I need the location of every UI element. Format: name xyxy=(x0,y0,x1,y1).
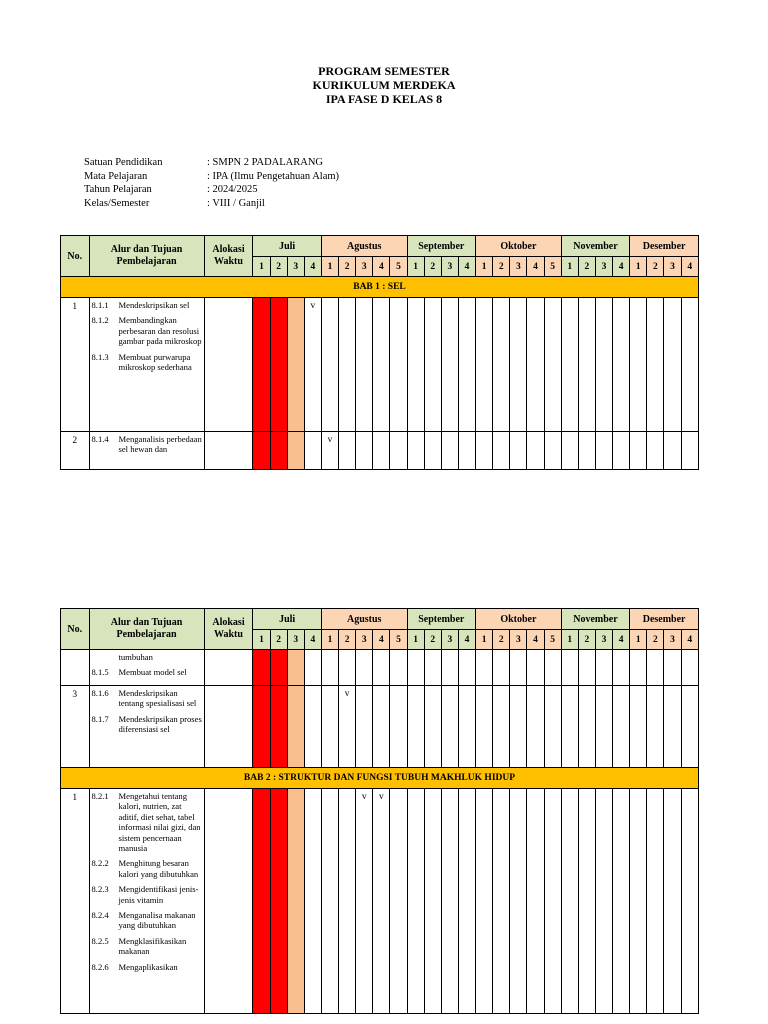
week-cell xyxy=(339,298,356,432)
week-header: 3 xyxy=(287,257,304,277)
chapter-row xyxy=(61,768,699,789)
title-line-3: IPA FASE D KELAS 8 xyxy=(325,92,443,106)
week-header: 1 xyxy=(321,630,338,650)
objective-text: Menganalisa makanan yang dibutuhkan xyxy=(118,910,196,931)
week-cell xyxy=(476,789,493,1014)
week-cell xyxy=(578,686,595,768)
week-header: 4 xyxy=(613,257,630,277)
objective-code: 8.2.4 xyxy=(91,910,109,921)
week-cell xyxy=(270,686,287,768)
objective-text: Mengklasifikasikan makanan xyxy=(118,935,187,957)
week-cell xyxy=(441,686,458,768)
month-header-desember: Desember xyxy=(630,236,699,257)
week-cell xyxy=(510,789,527,1014)
week-cell xyxy=(493,686,510,768)
month-header-desember: Desember xyxy=(630,609,699,630)
week-cell xyxy=(664,432,681,470)
week-cell xyxy=(424,789,441,1014)
month-header-september: September xyxy=(407,609,476,630)
week-cell xyxy=(595,298,612,432)
week-cell xyxy=(253,298,270,432)
column-header-atp: Alur dan Tujuan Pembelajaran xyxy=(89,609,204,650)
week-cell xyxy=(441,789,458,1014)
week-header: 3 xyxy=(441,257,458,277)
week-header: 3 xyxy=(595,630,612,650)
header-row-months xyxy=(61,609,699,630)
header-row-months xyxy=(61,236,699,257)
week-cell xyxy=(424,298,441,432)
week-cell xyxy=(476,298,493,432)
chapter-row xyxy=(61,277,699,298)
objective-code: 8.1.1 xyxy=(91,300,109,310)
week-cell xyxy=(424,432,441,470)
week-header: 4 xyxy=(458,630,475,650)
week-cell xyxy=(664,686,681,768)
week-cell xyxy=(390,686,407,768)
atp-cell xyxy=(89,298,204,432)
month-header-agustus: Agustus xyxy=(321,609,407,630)
week-cell xyxy=(510,686,527,768)
column-header-atp: Alur dan Tujuan Pembelajaran xyxy=(89,236,204,277)
week-cell xyxy=(356,650,373,686)
week-cell xyxy=(373,686,390,768)
week-header: 2 xyxy=(270,630,287,650)
week-cell xyxy=(390,650,407,686)
week-header: 2 xyxy=(647,257,664,277)
week-cell xyxy=(527,432,544,470)
week-cell xyxy=(373,650,390,686)
objective-code: 8.2.1 xyxy=(91,791,109,801)
table-row xyxy=(61,298,699,432)
info-value: : VIII / Ganjil xyxy=(207,197,265,209)
week-cell xyxy=(561,298,578,432)
week-cell xyxy=(664,789,681,1014)
week-header: 3 xyxy=(595,257,612,277)
week-cell xyxy=(407,298,424,432)
info-row xyxy=(84,197,339,211)
week-header: 4 xyxy=(613,630,630,650)
column-header-no: No. xyxy=(61,236,90,277)
week-cell xyxy=(578,432,595,470)
week-cell xyxy=(527,686,544,768)
week-cell xyxy=(544,686,561,768)
info-value: : IPA (Ilmu Pengetahuan Alam) xyxy=(207,170,340,182)
month-header-september: September xyxy=(407,236,476,257)
objective-text: tumbuhan xyxy=(118,652,153,662)
week-header: 4 xyxy=(304,257,321,277)
row-number: 3 xyxy=(61,686,90,768)
objective-item xyxy=(92,858,203,879)
week-header: 4 xyxy=(458,257,475,277)
info-value: : 2024/2025 xyxy=(207,184,258,195)
info-label: Satuan Pendidikan xyxy=(84,157,163,168)
objective-text: Mendeskripsikan tentang spesialisasi sel xyxy=(118,688,197,709)
week-cell xyxy=(595,650,612,686)
week-header: 2 xyxy=(493,257,510,277)
info-row xyxy=(84,170,339,184)
week-cell-marked: v xyxy=(373,789,390,1014)
week-cell xyxy=(390,298,407,432)
week-cell xyxy=(578,789,595,1014)
week-cell xyxy=(544,432,561,470)
objective-item xyxy=(92,714,203,735)
info-label: Mata Pelajaran xyxy=(84,170,148,182)
week-cell xyxy=(493,432,510,470)
table-row xyxy=(61,432,699,470)
objective-item xyxy=(92,667,203,677)
objective-text: Membandingkan perbesaran dan resolusi gambar pada mikroskop xyxy=(118,315,202,347)
week-cell xyxy=(578,650,595,686)
week-cell xyxy=(561,650,578,686)
week-cell xyxy=(578,298,595,432)
week-cell xyxy=(287,789,304,1014)
week-cell xyxy=(613,650,630,686)
week-cell xyxy=(287,686,304,768)
week-cell xyxy=(458,650,475,686)
objective-text: Membuat model sel xyxy=(118,667,187,678)
week-cell xyxy=(458,432,475,470)
atp-cell xyxy=(89,650,204,686)
week-cell xyxy=(647,686,664,768)
week-cell-marked: v xyxy=(339,686,356,768)
week-header: 2 xyxy=(578,630,595,650)
alokasi-cell xyxy=(204,650,253,686)
row-number: 2 xyxy=(61,432,90,470)
month-header-juli: Juli xyxy=(253,236,322,257)
week-cell xyxy=(339,789,356,1014)
table-row xyxy=(61,650,699,686)
objective-text: Mendeskripsikan proses diferensiasi sel xyxy=(118,713,202,735)
objective-code: 8.1.4 xyxy=(91,434,109,444)
objective-item xyxy=(92,910,203,931)
info-row xyxy=(84,183,339,197)
week-header: 2 xyxy=(339,630,356,650)
objective-item xyxy=(92,434,203,455)
week-cell xyxy=(424,650,441,686)
objective-text: Menganalisis perbedaan sel hewan dan xyxy=(118,434,202,455)
week-header: 3 xyxy=(287,630,304,650)
week-cell xyxy=(373,432,390,470)
week-cell xyxy=(510,432,527,470)
week-header: 1 xyxy=(561,257,578,277)
week-cell xyxy=(321,789,338,1014)
week-cell xyxy=(476,432,493,470)
week-cell xyxy=(664,298,681,432)
alokasi-cell xyxy=(204,298,253,432)
week-cell xyxy=(270,789,287,1014)
objective-code: 8.2.6 xyxy=(91,961,109,972)
week-cell xyxy=(527,298,544,432)
objective-item xyxy=(92,352,203,373)
week-header: 4 xyxy=(373,630,390,650)
row-number: 1 xyxy=(61,789,90,1014)
week-cell xyxy=(613,432,630,470)
objective-item xyxy=(92,936,203,957)
week-cell xyxy=(647,789,664,1014)
week-cell xyxy=(339,432,356,470)
week-cell xyxy=(390,789,407,1014)
week-header: 2 xyxy=(578,257,595,277)
week-cell xyxy=(304,650,321,686)
week-cell xyxy=(270,650,287,686)
week-cell xyxy=(270,432,287,470)
week-cell xyxy=(681,686,698,768)
week-cell xyxy=(304,686,321,768)
week-cell xyxy=(493,298,510,432)
week-header: 3 xyxy=(664,257,681,277)
week-cell xyxy=(356,298,373,432)
week-header: 4 xyxy=(681,257,698,277)
week-cell-marked: v xyxy=(356,789,373,1014)
week-cell xyxy=(458,298,475,432)
objective-code: 8.1.6 xyxy=(91,688,109,698)
week-cell xyxy=(287,650,304,686)
objective-text: Mengidentifikasi jenis-jenis vitamin xyxy=(118,884,199,905)
week-cell xyxy=(287,432,304,470)
week-cell xyxy=(681,789,698,1014)
week-header: 5 xyxy=(544,630,561,650)
objective-code: 8.2.2 xyxy=(91,858,109,869)
week-header: 1 xyxy=(476,630,493,650)
week-cell xyxy=(630,650,647,686)
week-cell xyxy=(527,789,544,1014)
week-header: 1 xyxy=(253,257,270,277)
objective-code: 8.2.3 xyxy=(91,884,109,895)
week-cell xyxy=(664,650,681,686)
info-row xyxy=(84,156,339,170)
week-cell xyxy=(407,432,424,470)
week-header: 2 xyxy=(493,630,510,650)
week-header: 2 xyxy=(339,257,356,277)
week-cell xyxy=(304,789,321,1014)
week-cell xyxy=(356,686,373,768)
week-cell xyxy=(407,686,424,768)
alokasi-cell xyxy=(204,789,253,1014)
week-cell xyxy=(544,789,561,1014)
schedule-table-1 xyxy=(60,235,699,470)
week-cell xyxy=(424,686,441,768)
week-header: 3 xyxy=(510,257,527,277)
week-header: 2 xyxy=(424,630,441,650)
week-cell xyxy=(253,686,270,768)
week-cell xyxy=(458,686,475,768)
chapter-title: BAB 2 : STRUKTUR DAN FUNGSI TUBUH MAKHLUK HIDUP xyxy=(61,768,699,789)
objective-item xyxy=(92,315,203,346)
week-header: 4 xyxy=(527,630,544,650)
document-title xyxy=(0,64,768,106)
week-cell xyxy=(613,298,630,432)
week-header: 2 xyxy=(424,257,441,277)
objective-item xyxy=(92,300,203,310)
week-header: 1 xyxy=(630,257,647,277)
week-header: 1 xyxy=(561,630,578,650)
week-cell xyxy=(270,298,287,432)
week-cell xyxy=(373,298,390,432)
week-header: 1 xyxy=(407,630,424,650)
week-cell xyxy=(630,432,647,470)
week-header: 2 xyxy=(270,257,287,277)
title-line-2: KURIKULUM MERDEKA xyxy=(312,78,456,92)
alokasi-cell xyxy=(204,432,253,470)
objective-text: Mendeskripsikan sel xyxy=(118,300,190,310)
week-cell xyxy=(510,298,527,432)
week-cell xyxy=(527,650,544,686)
week-cell xyxy=(681,650,698,686)
week-cell xyxy=(595,789,612,1014)
objective-text: Mengetahui tentang kalori, nutrien, zat aditif, diet sehat, tabel informasi nilai gizi, dan sistem pencernaan manusia xyxy=(118,791,201,854)
objective-code: 8.2.5 xyxy=(91,935,109,946)
week-cell xyxy=(407,650,424,686)
objective-code xyxy=(92,652,119,662)
week-cell xyxy=(493,789,510,1014)
week-header: 3 xyxy=(441,630,458,650)
objective-code: 8.1.5 xyxy=(91,667,109,678)
week-header: 1 xyxy=(321,257,338,277)
week-cell xyxy=(441,432,458,470)
month-header-agustus: Agustus xyxy=(321,236,407,257)
week-cell xyxy=(441,298,458,432)
row-number xyxy=(61,650,90,686)
document-info xyxy=(84,156,339,210)
week-cell xyxy=(356,432,373,470)
info-label: Tahun Pelajaran xyxy=(84,184,152,195)
week-cell xyxy=(253,789,270,1014)
week-header: 5 xyxy=(544,257,561,277)
week-cell xyxy=(647,298,664,432)
column-header-alokasi: Alokasi Waktu xyxy=(204,609,253,650)
week-cell xyxy=(321,686,338,768)
column-header-alokasi: Alokasi Waktu xyxy=(204,236,253,277)
objective-item xyxy=(92,962,203,972)
week-header: 4 xyxy=(527,257,544,277)
schedule-table-2 xyxy=(60,608,699,1014)
week-cell xyxy=(544,650,561,686)
chapter-title: BAB 1 : SEL xyxy=(61,277,699,298)
month-header-november: November xyxy=(561,609,630,630)
objective-item xyxy=(92,652,203,662)
week-cell xyxy=(287,298,304,432)
month-header-juli: Juli xyxy=(253,609,322,630)
week-header: 3 xyxy=(356,630,373,650)
week-header: 3 xyxy=(664,630,681,650)
week-cell xyxy=(304,432,321,470)
week-cell xyxy=(493,650,510,686)
week-header: 1 xyxy=(253,630,270,650)
week-cell xyxy=(613,789,630,1014)
week-cell xyxy=(561,789,578,1014)
week-cell xyxy=(458,789,475,1014)
week-cell-marked: v xyxy=(304,298,321,432)
week-cell xyxy=(595,686,612,768)
week-cell xyxy=(647,432,664,470)
week-cell xyxy=(321,650,338,686)
week-header: 3 xyxy=(510,630,527,650)
table-row xyxy=(61,686,699,768)
row-number: 1 xyxy=(61,298,90,432)
objective-text: Menghitung besaran kalori yang dibutuhkan xyxy=(118,858,199,879)
week-header: 3 xyxy=(356,257,373,277)
objective-item xyxy=(92,884,203,905)
atp-cell xyxy=(89,686,204,768)
objective-code: 8.1.7 xyxy=(91,713,109,724)
week-cell xyxy=(561,432,578,470)
week-cell xyxy=(630,686,647,768)
week-header: 1 xyxy=(407,257,424,277)
month-header-oktober: Oktober xyxy=(476,236,562,257)
week-cell xyxy=(407,789,424,1014)
week-header: 4 xyxy=(373,257,390,277)
week-cell xyxy=(561,686,578,768)
objective-code: 8.1.3 xyxy=(91,351,109,362)
objective-text: Mengaplikasikan xyxy=(118,961,178,972)
objective-item xyxy=(92,688,203,709)
week-header: 2 xyxy=(647,630,664,650)
week-cell xyxy=(595,432,612,470)
week-header: 4 xyxy=(681,630,698,650)
week-cell xyxy=(476,686,493,768)
atp-cell xyxy=(89,789,204,1014)
atp-cell xyxy=(89,432,204,470)
week-header: 1 xyxy=(630,630,647,650)
week-cell xyxy=(339,650,356,686)
objective-code: 8.1.2 xyxy=(91,315,109,326)
week-cell xyxy=(613,686,630,768)
week-header: 1 xyxy=(476,257,493,277)
week-cell xyxy=(630,789,647,1014)
week-header: 5 xyxy=(390,630,407,650)
week-header: 5 xyxy=(390,257,407,277)
alokasi-cell xyxy=(204,686,253,768)
week-cell xyxy=(476,650,493,686)
week-cell xyxy=(630,298,647,432)
objective-item xyxy=(92,791,203,853)
week-cell xyxy=(544,298,561,432)
column-header-no: No. xyxy=(61,609,90,650)
week-cell xyxy=(253,432,270,470)
week-cell xyxy=(510,650,527,686)
objective-text: Membuat purwarupa mikroskop sederhana xyxy=(118,351,192,373)
week-cell xyxy=(321,298,338,432)
info-value: : SMPN 2 PADALARANG xyxy=(207,157,324,168)
week-cell xyxy=(681,298,698,432)
week-cell xyxy=(390,432,407,470)
week-cell xyxy=(253,650,270,686)
month-header-oktober: Oktober xyxy=(476,609,562,630)
week-cell xyxy=(681,432,698,470)
week-cell xyxy=(441,650,458,686)
table-row xyxy=(61,789,699,1014)
info-label: Kelas/Semester xyxy=(84,197,150,209)
week-cell xyxy=(647,650,664,686)
week-cell-marked: v xyxy=(321,432,338,470)
title-line-1: PROGRAM SEMESTER xyxy=(318,64,450,78)
month-header-november: November xyxy=(561,236,630,257)
week-header: 4 xyxy=(304,630,321,650)
